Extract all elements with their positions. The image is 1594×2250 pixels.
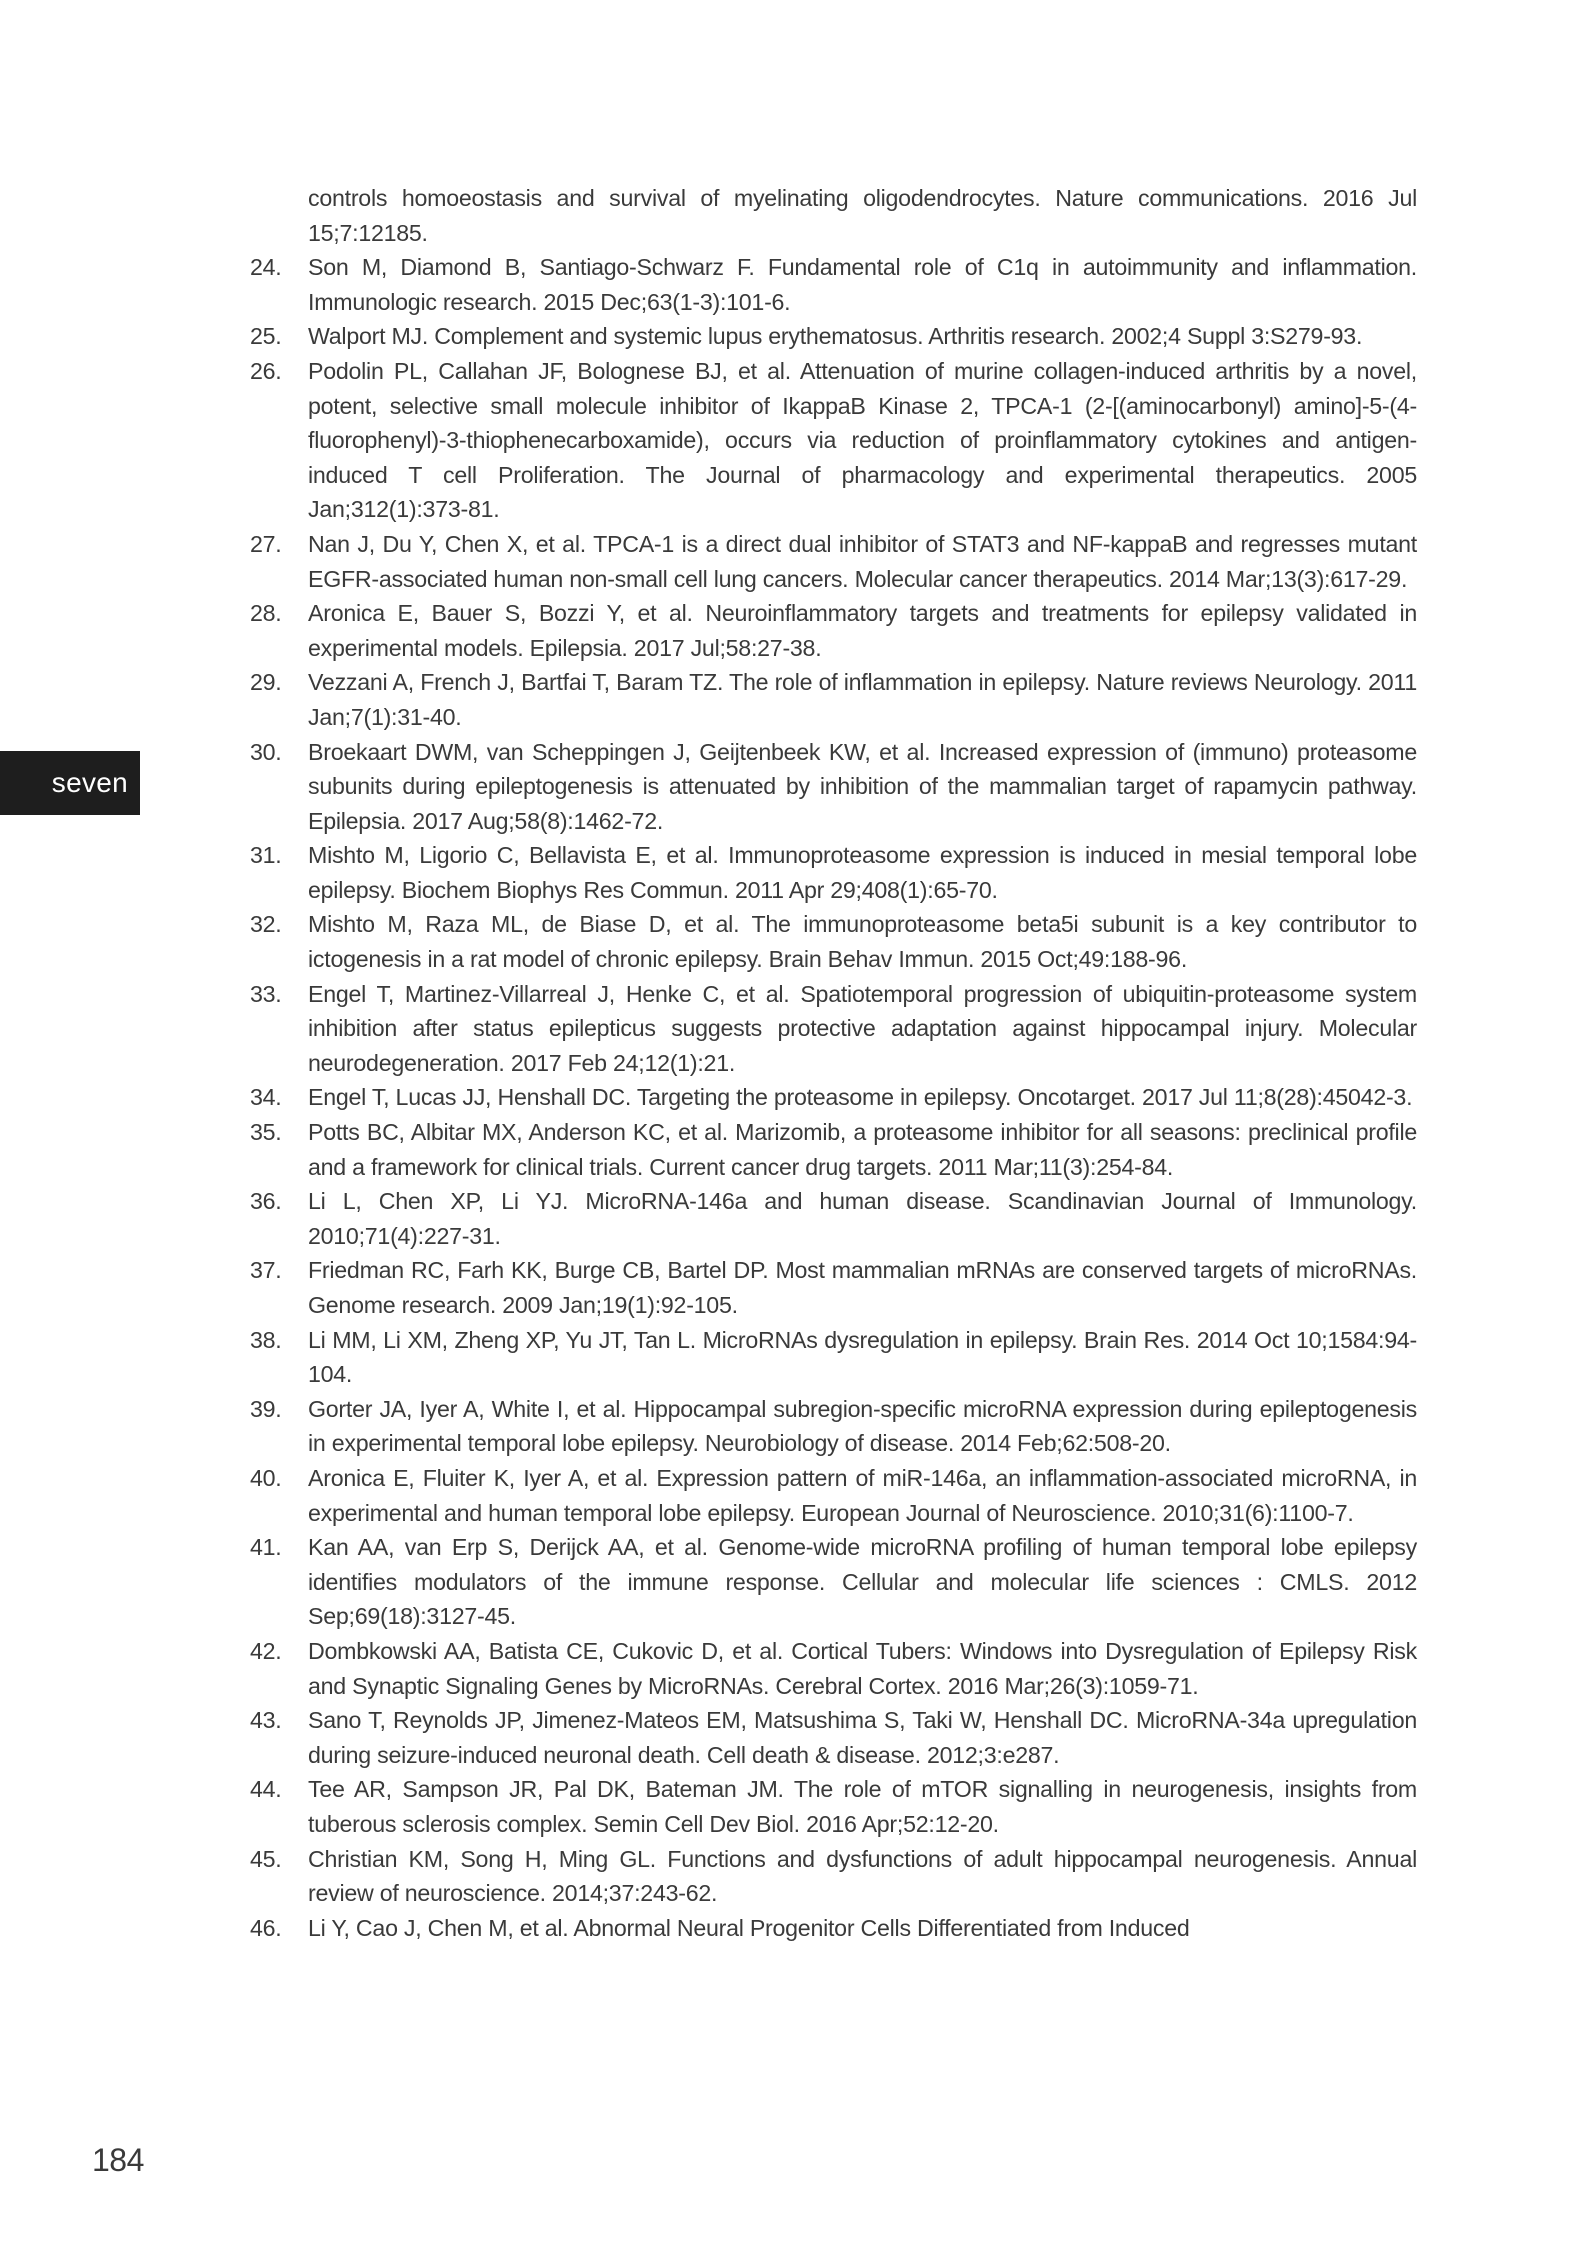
reference-item <box>250 907 1417 976</box>
reference-item <box>250 1323 1417 1392</box>
reference-list <box>250 181 1417 1945</box>
reference-item <box>250 250 1417 319</box>
reference-item <box>250 1184 1417 1253</box>
reference-number: 46. <box>250 1914 282 1941</box>
reference-text: Mishto M, Raza ML, de Biase D, et al. The immunoproteasome beta5i subunit is a key contributor to ictogenesis in a rat model of chronic epilepsy. Brain Behav Immun. 2015 Oct;49:188-96. <box>308 911 1417 973</box>
reference-text: Li MM, Li XM, Zheng XP, Yu JT, Tan L. MicroRNAs dysregulation in epilepsy. Brain Res. 2014 Oct 10;1584:94-104. <box>308 1326 1417 1388</box>
reference-text: controls homoeostasis and survival of myelinating oligodendrocytes. Nature communications. 2016 Jul 15;7:12185. <box>308 185 1417 246</box>
reference-item <box>250 319 1417 354</box>
reference-number: 30. <box>250 738 282 765</box>
page-number: 184 <box>92 2142 144 2178</box>
reference-item <box>250 596 1417 665</box>
reference-number: 26. <box>250 357 282 384</box>
reference-number: 40. <box>250 1464 282 1491</box>
reference-item <box>250 1911 1417 1946</box>
reference-number: 37. <box>250 1257 282 1284</box>
reference-item <box>250 1703 1417 1772</box>
reference-text: Aronica E, Fluiter K, Iyer A, et al. Expression pattern of miR-146a, an inflammation-associated microRNA, in experimental and human temporal lobe epilepsy. European Journal of Neuroscience. 2010;31(6):1100-7. <box>308 1464 1417 1526</box>
reference-text: Aronica E, Bauer S, Bozzi Y, et al. Neuroinflammatory targets and treatments for epilepsy validated in experimental models. Epilepsia. 2017 Jul;58:27-38. <box>308 600 1417 661</box>
reference-text: Engel T, Martinez-Villarreal J, Henke C, et al. Spatiotemporal progression of ubiquitin-proteasome system inhibition after status epilepticus suggests protective adaptation against hippocampal injury. Molecular neurodegeneration. 2017 Feb 24;12(1):21. <box>308 980 1417 1076</box>
reference-number: 32. <box>250 911 282 938</box>
reference-item <box>250 735 1417 839</box>
chapter-tab: seven <box>0 751 140 815</box>
reference-item <box>250 1634 1417 1703</box>
reference-item <box>250 1461 1417 1530</box>
reference-text: Mishto M, Ligorio C, Bellavista E, et al. Immunoproteasome expression is induced in mesial temporal lobe epilepsy. Biochem Biophys Res Commun. 2011 Apr 29;408(1):65-70. <box>308 842 1417 903</box>
reference-text: Friedman RC, Farh KK, Burge CB, Bartel DP. Most mammalian mRNAs are conserved targets of microRNAs. Genome research. 2009 Jan;19(1):92-105. <box>308 1257 1417 1318</box>
reference-text: Sano T, Reynolds JP, Jimenez-Mateos EM, Matsushima S, Taki W, Henshall DC. MicroRNA-34a upregulation during seizure-induced neuronal death. Cell death & disease. 2012;3:e287. <box>308 1707 1417 1768</box>
reference-item <box>250 354 1417 527</box>
reference-text: Gorter JA, Iyer A, White I, et al. Hippocampal subregion-specific microRNA expression during epileptogenesis in experimental temporal lobe epilepsy. Neurobiology of disease. 2014 Feb;62:508-20. <box>308 1395 1417 1457</box>
reference-number: 28. <box>250 600 282 627</box>
reference-text: Nan J, Du Y, Chen X, et al. TPCA-1 is a direct dual inhibitor of STAT3 and NF-kappaB and regresses mutant EGFR-associated human non-small cell lung cancers. Molecular cancer therapeutics. 2014 Mar;13(3):617-29. <box>308 530 1417 592</box>
reference-item <box>250 1253 1417 1322</box>
reference-item <box>250 977 1417 1081</box>
reference-text: Vezzani A, French J, Bartfai T, Baram TZ. The role of inflammation in epilepsy. Nature reviews Neurology. 2011 Jan;7(1):31-40. <box>308 669 1417 730</box>
reference-item <box>250 1115 1417 1184</box>
reference-item <box>250 1080 1417 1115</box>
reference-text: Walport MJ. Complement and systemic lupus erythematosus. Arthritis research. 2002;4 Suppl 3:S279-93. <box>308 323 1363 350</box>
reference-number: 45. <box>250 1845 282 1872</box>
reference-item <box>250 838 1417 907</box>
reference-text: Potts BC, Albitar MX, Anderson KC, et al. Marizomib, a proteasome inhibitor for all seasons: preclinical profile and a framework for clinical trials. Current cancer drug targets. 2011 Mar;11(3):254-84. <box>308 1119 1417 1180</box>
reference-number: 42. <box>250 1637 282 1664</box>
reference-number: 39. <box>250 1395 282 1422</box>
reference-text: Li Y, Cao J, Chen M, et al. Abnormal Neural Progenitor Cells Differentiated from Induced <box>308 1914 1190 1941</box>
reference-number: 29. <box>250 669 282 696</box>
reference-number: 33. <box>250 980 282 1007</box>
reference-text: Broekaart DWM, van Scheppingen J, Geijtenbeek KW, et al. Increased expression of (immuno) proteasome subunits during epileptogenesis is attenuated by inhibition of the mammalian target of rapamycin pathway. Epilepsia. 2017 Aug;58(8):1462-72. <box>308 738 1417 834</box>
reference-text: Son M, Diamond B, Santiago-Schwarz F. Fundamental role of C1q in autoimmunity and inflammation. Immunologic research. 2015 Dec;63(1-3):101-6. <box>308 254 1417 315</box>
reference-number: 43. <box>250 1707 282 1734</box>
reference-text: Christian KM, Song H, Ming GL. Functions and dysfunctions of adult hippocampal neurogenesis. Annual review of neuroscience. 2014;37:243-62. <box>308 1845 1417 1907</box>
reference-text: Li L, Chen XP, Li YJ. MicroRNA-146a and human disease. Scandinavian Journal of Immunology. 2010;71(4):227-31. <box>308 1188 1417 1249</box>
reference-item <box>250 181 1417 250</box>
reference-number: 44. <box>250 1776 282 1803</box>
reference-number: 34. <box>250 1084 282 1111</box>
reference-item <box>250 665 1417 734</box>
reference-number: 38. <box>250 1326 282 1353</box>
reference-number: 24. <box>250 254 282 281</box>
reference-text: Dombkowski AA, Batista CE, Cukovic D, et al. Cortical Tubers: Windows into Dysregulation of Epilepsy Risk and Synaptic Signaling Genes by MicroRNAs. Cerebral Cortex. 2016 Mar;26(3):1059-71. <box>308 1637 1417 1699</box>
reference-number: 35. <box>250 1119 282 1146</box>
reference-number: 27. <box>250 530 282 557</box>
reference-text: Tee AR, Sampson JR, Pal DK, Bateman JM. The role of mTOR signalling in neurogenesis, insights from tuberous sclerosis complex. Semin Cell Dev Biol. 2016 Apr;52:12-20. <box>308 1776 1417 1837</box>
reference-number: 31. <box>250 842 282 869</box>
reference-item <box>250 527 1417 596</box>
reference-item <box>250 1842 1417 1911</box>
reference-number: 41. <box>250 1534 282 1561</box>
reference-number: 25. <box>250 323 282 350</box>
reference-text: Podolin PL, Callahan JF, Bolognese BJ, et al. Attenuation of murine collagen-induced arthritis by a novel, potent, selective small molecule inhibitor of IkappaB Kinase 2, TPCA-1 (2-[(aminocarbonyl) amino]-5-(4-fluorophenyl)-3-thiophenecarboxamide), occurs via reduction of proinflammatory cytokines and antigen-induced T cell Proliferation. The Journal of pharmacology and experimental therapeutics. 2005 Jan;312(1):373-81. <box>308 357 1417 523</box>
reference-text: Kan AA, van Erp S, Derijck AA, et al. Genome-wide microRNA profiling of human temporal lobe epilepsy identifies modulators of the immune response. Cellular and molecular life sciences : CMLS. 2012 Sep;69(18):3127-45. <box>308 1534 1417 1630</box>
reference-text: Engel T, Lucas JJ, Henshall DC. Targeting the proteasome in epilepsy. Oncotarget. 2017 Jul 11;8(28):45042-3. <box>308 1084 1413 1111</box>
reference-item <box>250 1530 1417 1634</box>
reference-item <box>250 1392 1417 1461</box>
reference-number: 36. <box>250 1188 282 1215</box>
reference-item <box>250 1772 1417 1841</box>
